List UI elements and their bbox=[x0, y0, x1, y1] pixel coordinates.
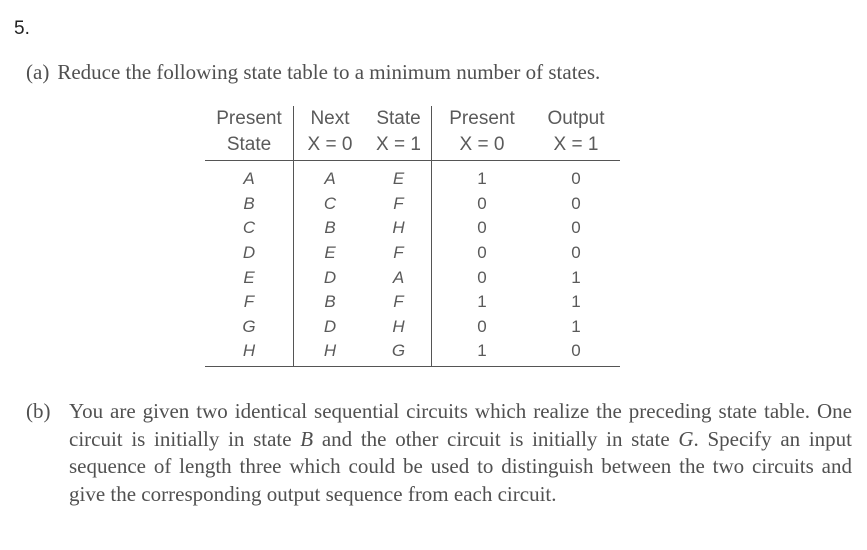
cell-state: D bbox=[205, 241, 294, 266]
table-row bbox=[205, 290, 620, 315]
table-row bbox=[205, 192, 620, 217]
cell-state: A bbox=[205, 161, 294, 192]
table-header-row-1 bbox=[205, 106, 620, 132]
header-next-left: Next bbox=[310, 108, 350, 129]
part-b-text-1: You are given two identical sequential circuits which realize the preceding state table. One circuit is initially in state bbox=[69, 399, 852, 451]
cell-next1: H bbox=[366, 216, 432, 241]
cell-state: C bbox=[205, 216, 294, 241]
part-b bbox=[26, 398, 852, 508]
table-row bbox=[205, 265, 620, 290]
part-a-label: (a) bbox=[26, 60, 50, 84]
table-row bbox=[205, 161, 620, 192]
cell-out0: 0 bbox=[477, 218, 487, 238]
cell-out1: 1 bbox=[571, 316, 581, 336]
state-table bbox=[205, 106, 620, 367]
header-next-right: State bbox=[366, 106, 432, 132]
cell-state: F bbox=[205, 290, 294, 315]
cell-next0: B bbox=[324, 292, 336, 312]
cell-next1: F bbox=[366, 290, 432, 315]
table-row bbox=[205, 241, 620, 266]
cell-state: H bbox=[205, 339, 294, 366]
header-next-x1: X = 1 bbox=[366, 132, 432, 161]
cell-next1: G bbox=[366, 339, 432, 366]
cell-out1: 1 bbox=[571, 267, 581, 287]
cell-out1: 0 bbox=[571, 169, 581, 189]
part-a bbox=[26, 60, 600, 85]
header-output-right: Output bbox=[547, 108, 605, 129]
cell-out0: 0 bbox=[477, 316, 487, 336]
part-b-text-2: and the other circuit is initially in state bbox=[313, 426, 679, 451]
cell-next0: E bbox=[324, 243, 336, 263]
cell-out0: 1 bbox=[432, 339, 533, 366]
cell-state: B bbox=[205, 192, 294, 217]
header-output-left: Present bbox=[449, 108, 515, 129]
part-a-text: Reduce the following state table to a minimum number of states. bbox=[57, 60, 601, 84]
part-b-text bbox=[69, 398, 852, 508]
cell-out1: 0 bbox=[571, 218, 581, 238]
cell-out1: 0 bbox=[571, 193, 581, 213]
cell-state: E bbox=[205, 265, 294, 290]
header-present-state-top: Present bbox=[205, 106, 294, 132]
cell-out1: 0 bbox=[571, 243, 581, 263]
table-row bbox=[205, 315, 620, 340]
cell-out1: 0 bbox=[532, 339, 620, 366]
cell-next0: C bbox=[323, 193, 337, 213]
cell-next0: D bbox=[323, 267, 337, 287]
initial-state-1: B bbox=[300, 426, 314, 451]
cell-next1: E bbox=[366, 161, 432, 192]
cell-state: G bbox=[205, 315, 294, 340]
part-b-text-3: . Specify an input sequence of length three which could be used to distinguish between the two circuits and give the corresponding output sequence from each circuit. bbox=[69, 426, 853, 506]
cell-out0: 0 bbox=[477, 243, 487, 263]
cell-out1: 1 bbox=[571, 292, 581, 312]
cell-next0: H bbox=[294, 339, 367, 366]
cell-next0: B bbox=[324, 218, 336, 238]
header-present-state-bottom: State bbox=[205, 132, 294, 161]
part-b-label: (b) bbox=[26, 399, 51, 423]
cell-next1: H bbox=[366, 315, 432, 340]
cell-next0: A bbox=[324, 169, 336, 189]
header-out-x1: X = 1 bbox=[532, 132, 620, 161]
cell-out0: 0 bbox=[477, 193, 487, 213]
cell-next1: F bbox=[366, 241, 432, 266]
question-number: 5. bbox=[14, 18, 30, 39]
initial-state-2: G bbox=[678, 426, 694, 451]
table-header-row-2 bbox=[205, 132, 620, 161]
cell-out0: 1 bbox=[477, 169, 487, 189]
header-next-x0: X = 0 bbox=[294, 132, 367, 161]
cell-next1: A bbox=[366, 265, 432, 290]
cell-next0: D bbox=[323, 316, 337, 336]
table-row bbox=[205, 339, 620, 366]
cell-next1: F bbox=[366, 192, 432, 217]
table-row bbox=[205, 216, 620, 241]
cell-out0: 0 bbox=[477, 267, 487, 287]
header-out-x0: X = 0 bbox=[432, 132, 533, 161]
cell-out0: 1 bbox=[477, 292, 487, 312]
